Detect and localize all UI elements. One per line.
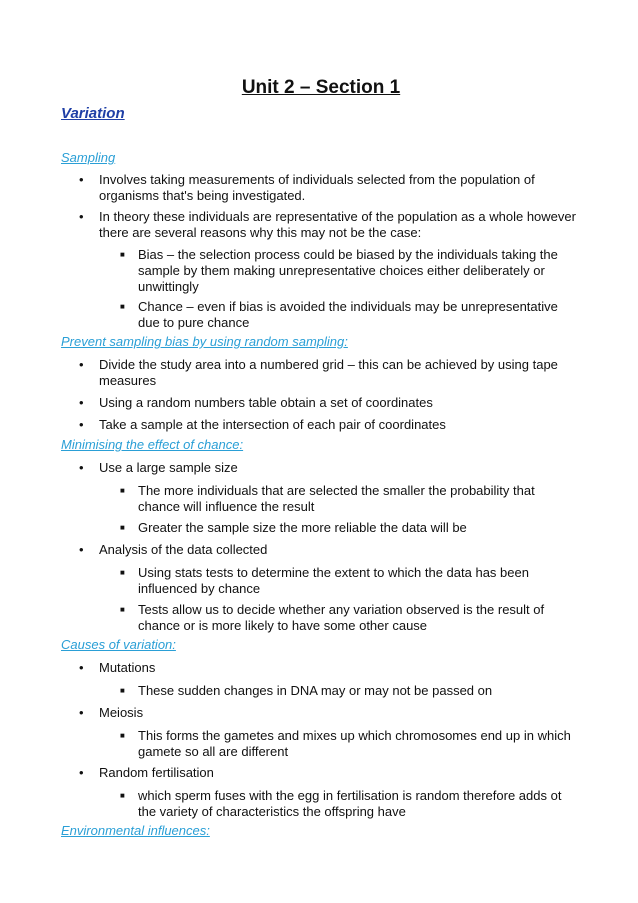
bullet-item: • Involves taking measurements of individuals selected from the population of organisms that's being investigated. <box>99 172 579 204</box>
subheading-environmental: Environmental influences: <box>61 823 210 838</box>
section-heading: Variation <box>61 105 125 122</box>
subheading-prevent: Prevent sampling bias by using random sampling: <box>61 334 348 349</box>
subheading-minimising: Minimising the effect of chance: <box>61 437 244 452</box>
sub-bullet-item: ■ This forms the gametes and mixes up which chromosomes end up in which gamete so all are different <box>138 728 579 760</box>
subheading-sampling: Sampling <box>61 150 116 165</box>
sub-bullet-item: ■ Bias – the selection process could be biased by the individuals taking the sample by them making unrepresentative choices either deliberately or unwittingly <box>138 247 579 295</box>
subheading-causes: Causes of variation: <box>61 637 176 652</box>
sub-bullet-item: ■ which sperm fuses with the egg in fertilisation is random therefore adds ot the variety of characteristics the offspring have <box>138 788 579 820</box>
bullet-item: • Mutations <box>99 660 579 676</box>
sub-bullet-item: ■ Chance – even if bias is avoided the individuals may be unrepresentative due to pure chance <box>138 299 579 331</box>
bullet-item: • Take a sample at the intersection of each pair of coordinates <box>99 417 579 433</box>
sub-bullet-item: ■ The more individuals that are selected the smaller the probability that chance will influence the result <box>138 483 579 515</box>
bullet-item: • Analysis of the data collected <box>99 542 579 558</box>
bullet-item: • Random fertilisation <box>99 765 579 781</box>
sub-bullet-item: ■ Using stats tests to determine the extent to which the data has been influenced by chance <box>138 565 579 597</box>
bullet-item: • Use a large sample size <box>99 460 579 476</box>
sub-bullet-item: ■ Greater the sample size the more reliable the data will be <box>138 520 579 536</box>
bullet-item: • Using a random numbers table obtain a set of coordinates <box>99 395 579 411</box>
sub-bullet-item: ■ Tests allow us to decide whether any variation observed is the result of chance or is more likely to have some other cause <box>138 602 579 634</box>
bullet-item: • Divide the study area into a numbered grid – this can be achieved by using tape measures <box>99 357 579 389</box>
bullet-item: • In theory these individuals are representative of the population as a whole however there are several reasons why this may not be the case: <box>99 209 579 241</box>
page-title: Unit 2 – Section 1 <box>241 77 401 98</box>
sub-bullet-item: ■ These sudden changes in DNA may or may not be passed on <box>138 683 579 699</box>
bullet-item: • Meiosis <box>99 705 579 721</box>
